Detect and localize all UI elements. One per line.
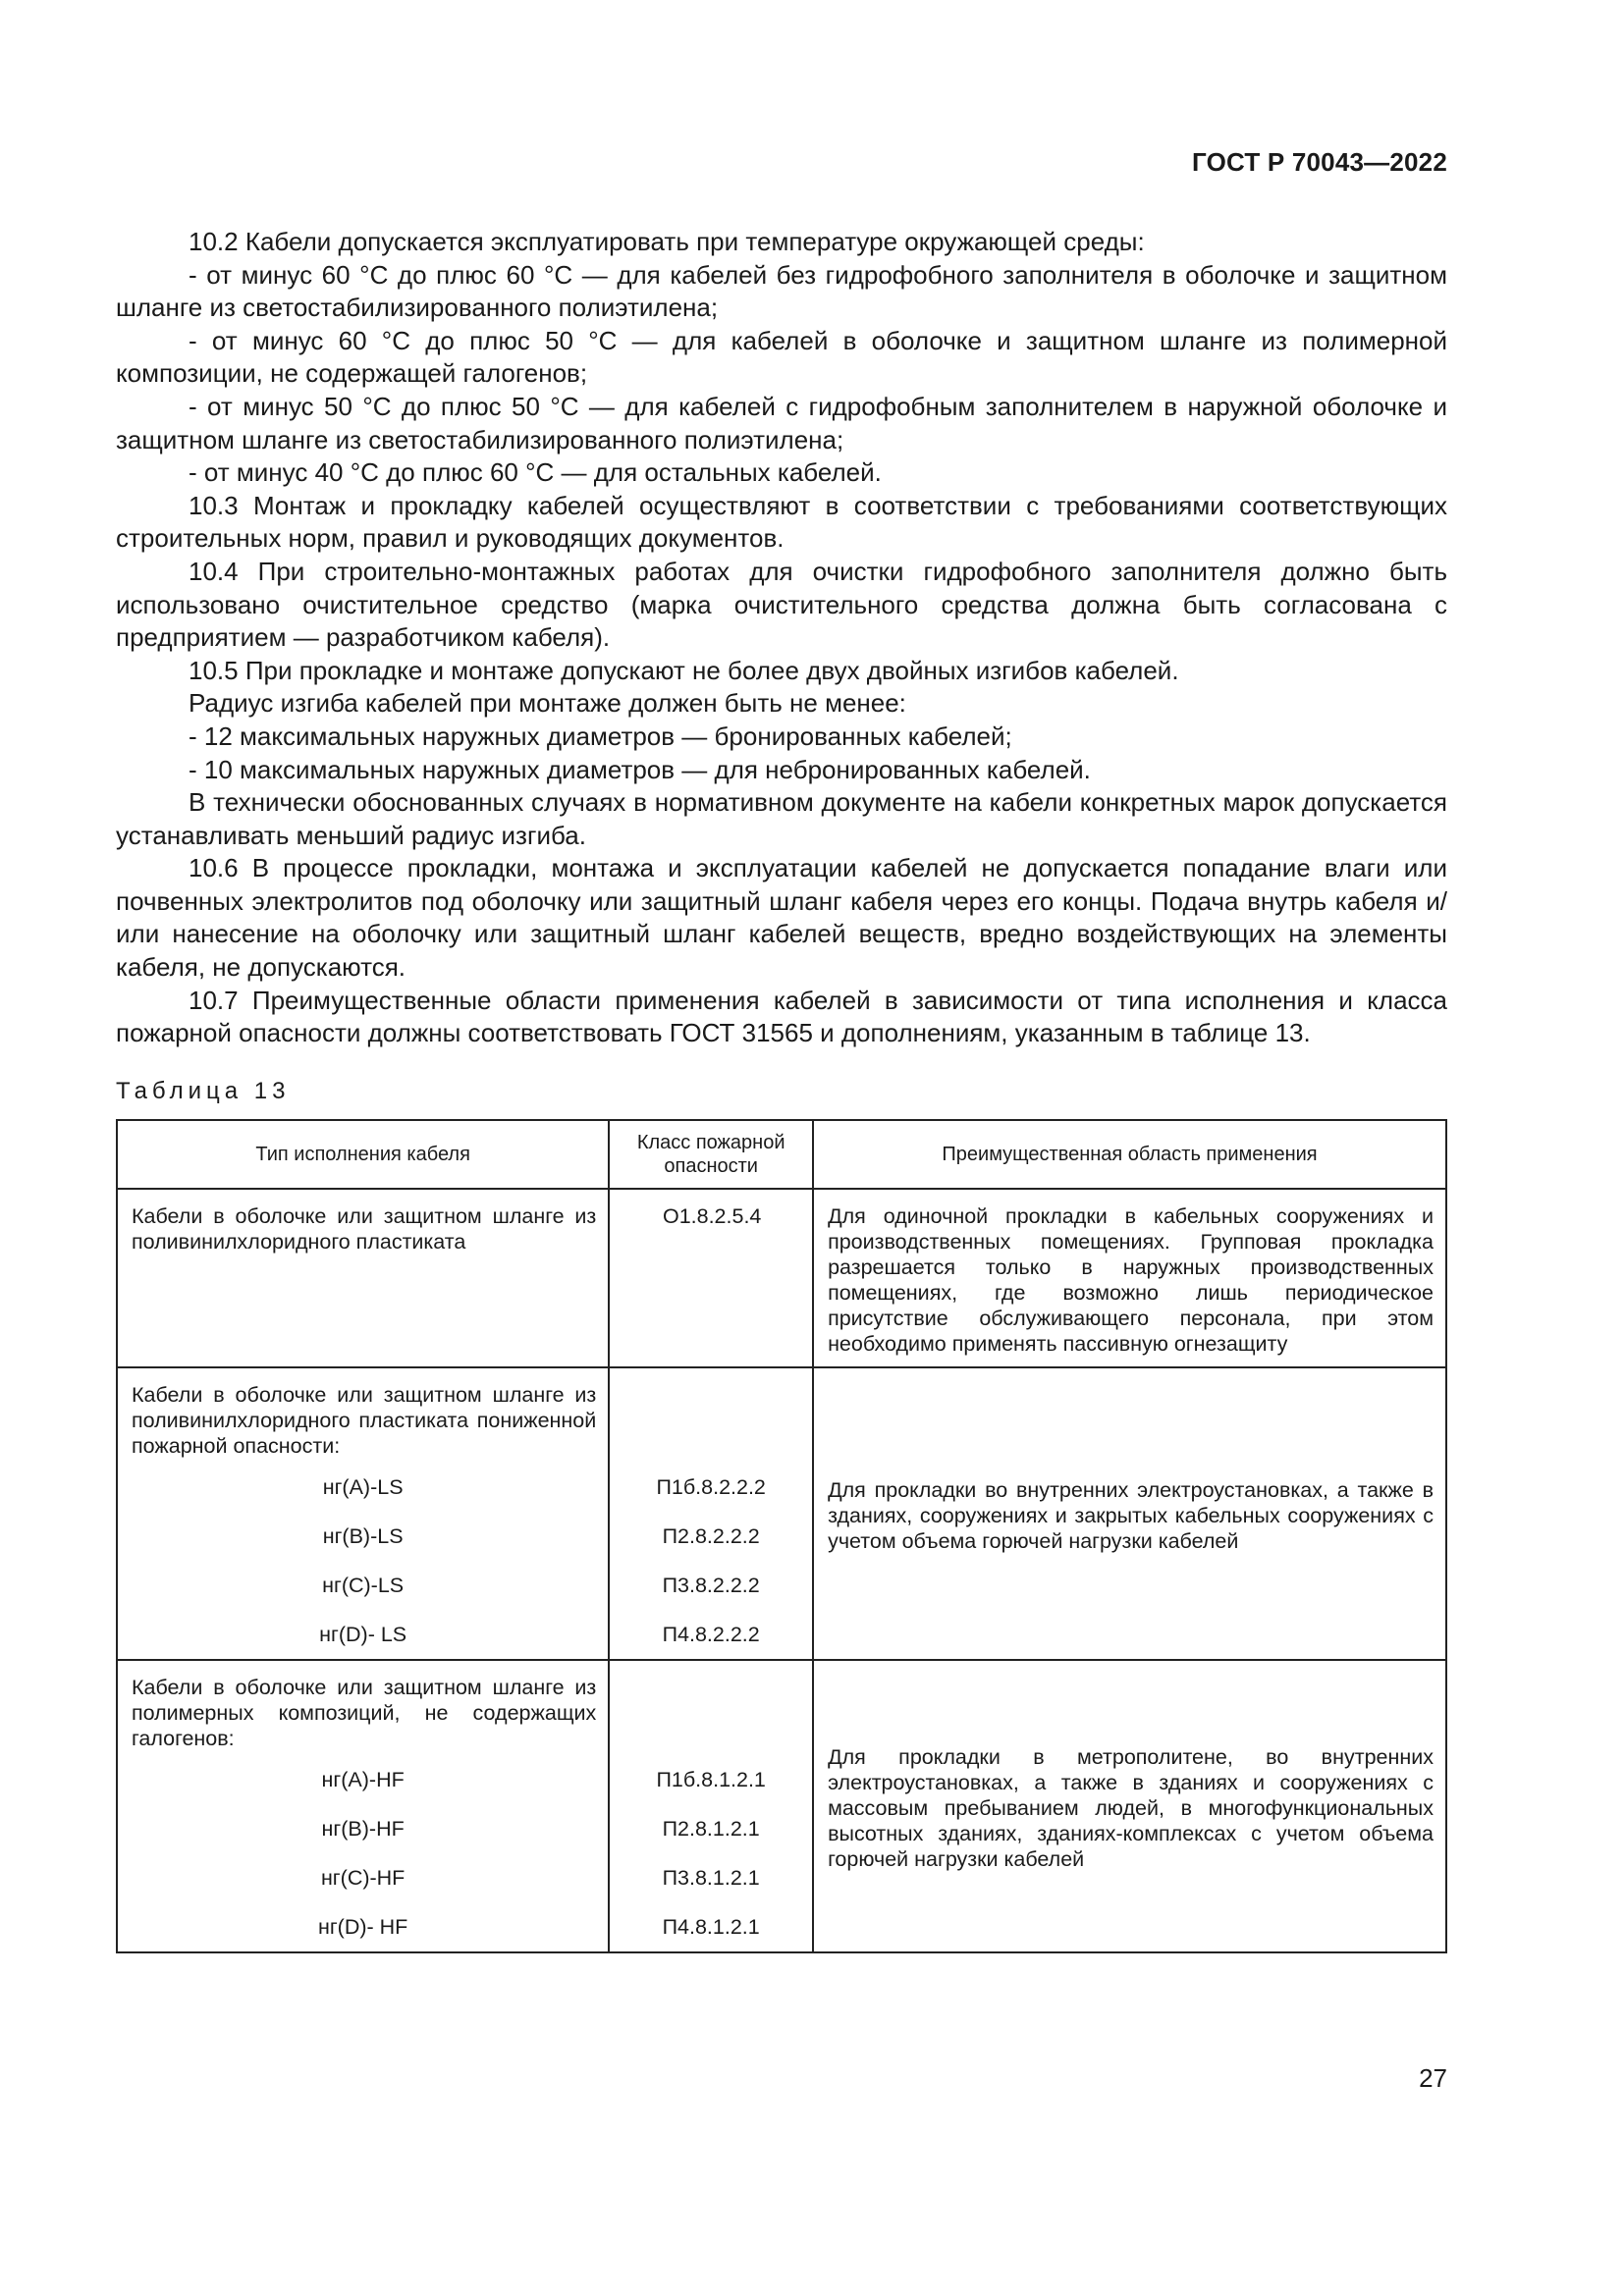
paragraph: - от минус 60 °С до плюс 50 °С — для кабелей в оболочке и защитном шланге из полимерной композиции, не содержащей галогенов; <box>116 325 1447 389</box>
paragraph: - от минус 40 °С до плюс 60 °С — для остальных кабелей. <box>189 457 882 488</box>
class-code: П1б.8.2.2.2 <box>656 1475 766 1499</box>
cell-class <box>609 1660 813 1952</box>
cell-area <box>813 1660 1446 1952</box>
paragraph: Радиус изгиба кабелей при монтаже должен быть не менее: <box>189 688 906 719</box>
header-class-label: Класс пожарной опасности <box>636 1132 785 1177</box>
header-area: Преимущественная область применения <box>813 1120 1446 1189</box>
cable-application-table <box>116 1119 1447 1953</box>
type-text: Кабели в оболочке или защитном шланге из поливинилхлоридного пластиката пониженной пожарной опасности: <box>132 1383 597 1458</box>
table-row <box>117 1189 1446 1367</box>
paragraph: 10.4 При строительно-монтажных работах для очистки гидрофобного заполнителя должно быть использовано очистительное средство (марка очистительного средства должна быть согласована с предприятием — разработчиком кабеля). <box>116 556 1447 653</box>
paragraph: - от минус 60 °С до плюс 60 °С — для кабелей без гидрофобного заполнителя в оболочке и защитном шланге из светостабилизированного полиэтилена; <box>116 259 1447 323</box>
header-type: Тип исполнения кабеля <box>117 1120 609 1189</box>
class-code: П2.8.1.2.1 <box>662 1817 760 1841</box>
cell-class <box>609 1189 813 1367</box>
body-text <box>116 226 1447 1050</box>
area-text: Для одиночной прокладки в кабельных сооружениях и производственных помещениях. Групповая прокладка разрешается только в наружных производственных помещениях, где возможно лишь периодическое присутствие обслуживающего персонала, при этом необходимо применять пассивную огнезащиту <box>828 1204 1434 1356</box>
cell-type <box>117 1660 609 1952</box>
paragraph: - от минус 50 °С до плюс 50 °С — для кабелей с гидрофобным заполнителем в наружной оболочке и защитном шланге из светостабилизированного полиэтилена; <box>116 391 1447 454</box>
paragraph: 10.7 Преимущественные области применения кабелей в зависимости от типа исполнения и класса пожарной опасности должны соответствовать ГОСТ 31565 и дополнениям, указанным в таблице 13. <box>116 985 1447 1048</box>
subtype-name: нг(С)-LS <box>322 1574 405 1597</box>
class-code: П4.8.1.2.1 <box>662 1915 760 1939</box>
class-code: П4.8.2.2.2 <box>662 1623 760 1646</box>
paragraph: 10.6 В процессе прокладки, монтажа и эксплуатации кабелей не допускается попадание влаги или почвенных электролитов под оболочку или защитный шланг кабеля через его концы. Подача внутрь кабеля и/или нанесение на оболочку или защитный шланг кабелей веществ, вредно воздействующих на элементы кабеля, не допускаются. <box>116 853 1447 983</box>
table-row <box>117 1367 1446 1660</box>
class-code: П1б.8.1.2.1 <box>656 1768 766 1791</box>
class-code: П2.8.2.2.2 <box>662 1524 760 1548</box>
table-caption: Таблица 13 <box>116 1078 291 1104</box>
paragraph: 10.3 Монтаж и прокладку кабелей осуществляют в соответствии с требованиями соответствующих строительных норм, правил и руководящих документов. <box>116 490 1447 554</box>
table-row <box>117 1660 1446 1952</box>
cell-type <box>117 1189 609 1367</box>
area-text: Для прокладки в метрополитене, во внутренних электроустановках, а также в зданиях и сооружениях с массовым пребыванием людей, в многофункциональных высотных зданиях, зданиях-комплексах с учетом объема горючей нагрузки кабелей <box>828 1745 1434 1871</box>
cell-area <box>813 1189 1446 1367</box>
page-number: 27 <box>1419 2063 1447 2093</box>
class-code: П3.8.1.2.1 <box>662 1866 760 1890</box>
header-class <box>609 1120 813 1189</box>
type-text: Кабели в оболочке или защитном шланге из поливинилхлоридного пластиката <box>132 1204 597 1254</box>
paragraph: 10.5 При прокладке и монтаже допускают не более двух двойных изгибов кабелей. <box>189 655 1179 685</box>
table-header-row <box>117 1120 1446 1189</box>
cell-area <box>813 1367 1446 1660</box>
subtype-name: нг(А)-HF <box>321 1768 405 1791</box>
subtype-name: нг(D)- LS <box>319 1623 407 1646</box>
type-text: Кабели в оболочке или защитном шланге из полимерных композиций, не содержащих галогенов: <box>132 1676 597 1750</box>
subtype-name: нг(А)-LS <box>322 1475 404 1499</box>
class-code: П3.8.2.2.2 <box>662 1574 760 1597</box>
area-text: Для прокладки во внутренних электроустановках, а также в зданиях, сооружениях и закрытых кабельных сооружениях с учетом объема горючей нагрузки кабелей <box>828 1478 1434 1553</box>
cell-class <box>609 1367 813 1660</box>
subtype-name: нг(D)- HF <box>317 1915 408 1939</box>
subtype-name: нг(В)-LS <box>322 1524 404 1548</box>
paragraph: В технически обоснованных случаях в нормативном документе на кабели конкретных марок допускается устанавливать меньший радиус изгиба. <box>116 787 1447 850</box>
paragraph: - 10 максимальных наружных диаметров — для небронированных кабелей. <box>189 754 1091 784</box>
standard-designation: ГОСТ Р 70043—2022 <box>1192 147 1447 177</box>
subtype-name: нг(С)-HF <box>320 1866 406 1890</box>
cell-type <box>117 1367 609 1660</box>
subtype-name: нг(В)-HF <box>321 1817 405 1841</box>
paragraph: 10.2 Кабели допускается эксплуатировать при температуре окружающей среды: <box>189 227 1145 256</box>
class-code: О1.8.2.5.4 <box>662 1204 762 1228</box>
paragraph: - 12 максимальных наружных диаметров — бронированных кабелей; <box>189 721 1012 751</box>
